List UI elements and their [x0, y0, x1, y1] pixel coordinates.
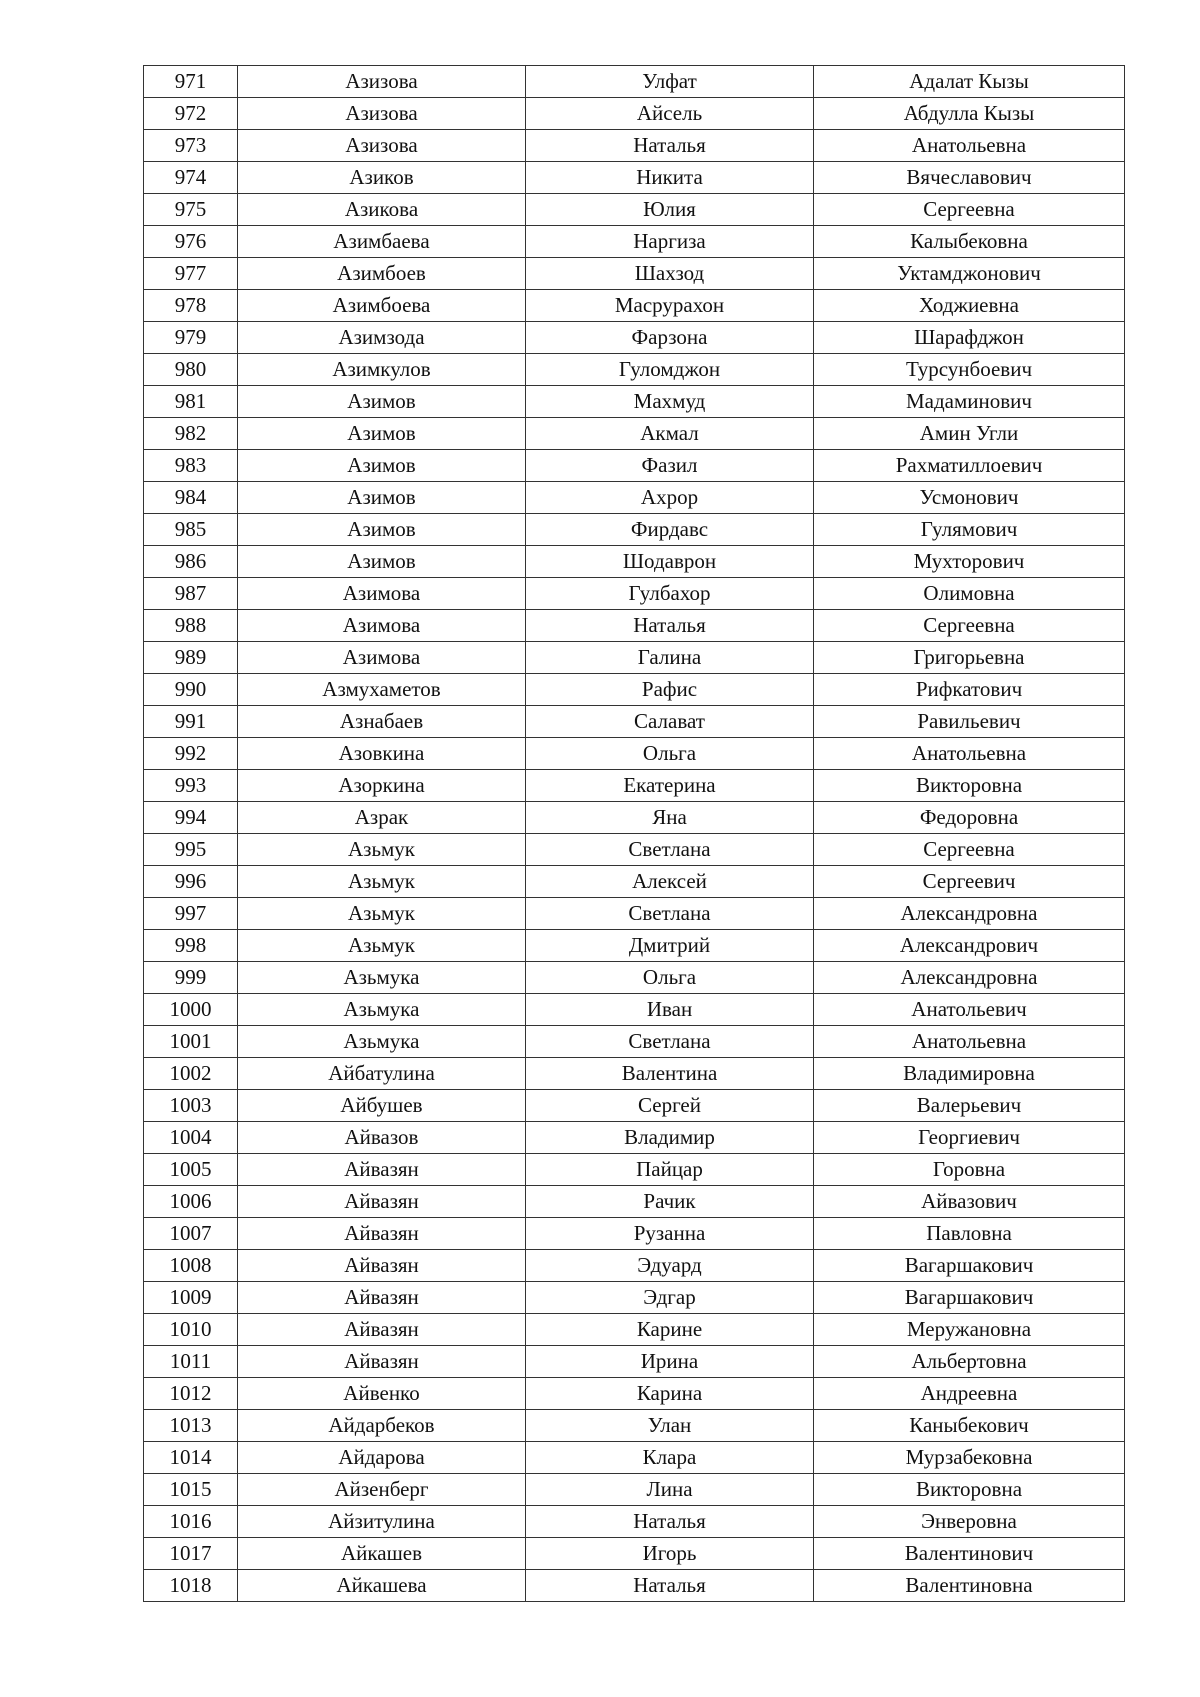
row-number-cell: 1004 — [144, 1122, 238, 1154]
first-name-cell: Наргиза — [526, 226, 814, 258]
first-name-cell: Светлана — [526, 1026, 814, 1058]
table-row — [144, 1026, 1125, 1058]
first-name-cell: Юлия — [526, 194, 814, 226]
patronymic-cell: Григорьевна — [814, 642, 1125, 674]
last-name-cell: Айбушев — [238, 1090, 526, 1122]
first-name-cell: Карине — [526, 1314, 814, 1346]
names-table — [143, 65, 1125, 1602]
table-row — [144, 1314, 1125, 1346]
table-row — [144, 738, 1125, 770]
patronymic-cell: Георгиевич — [814, 1122, 1125, 1154]
table-row — [144, 802, 1125, 834]
row-number-cell: 1012 — [144, 1378, 238, 1410]
first-name-cell: Гуломджон — [526, 354, 814, 386]
last-name-cell: Айдарбеков — [238, 1410, 526, 1442]
last-name-cell: Айкашева — [238, 1570, 526, 1602]
last-name-cell: Азьмук — [238, 930, 526, 962]
patronymic-cell: Сергеевна — [814, 610, 1125, 642]
table-row — [144, 418, 1125, 450]
patronymic-cell: Равильевич — [814, 706, 1125, 738]
patronymic-cell: Анатольевна — [814, 738, 1125, 770]
first-name-cell: Айсель — [526, 98, 814, 130]
last-name-cell: Азоркина — [238, 770, 526, 802]
patronymic-cell: Мухторович — [814, 546, 1125, 578]
row-number-cell: 982 — [144, 418, 238, 450]
patronymic-cell: Вячеславович — [814, 162, 1125, 194]
last-name-cell: Айвазов — [238, 1122, 526, 1154]
row-number-cell: 1005 — [144, 1154, 238, 1186]
row-number-cell: 992 — [144, 738, 238, 770]
row-number-cell: 1013 — [144, 1410, 238, 1442]
table-row — [144, 770, 1125, 802]
table-row — [144, 1218, 1125, 1250]
first-name-cell: Рачик — [526, 1186, 814, 1218]
last-name-cell: Айбатулина — [238, 1058, 526, 1090]
table-row — [144, 610, 1125, 642]
patronymic-cell: Александровна — [814, 962, 1125, 994]
row-number-cell: 972 — [144, 98, 238, 130]
table-row — [144, 66, 1125, 98]
row-number-cell: 994 — [144, 802, 238, 834]
first-name-cell: Светлана — [526, 834, 814, 866]
row-number-cell: 979 — [144, 322, 238, 354]
table-row — [144, 1538, 1125, 1570]
row-number-cell: 983 — [144, 450, 238, 482]
first-name-cell: Дмитрий — [526, 930, 814, 962]
row-number-cell: 1007 — [144, 1218, 238, 1250]
last-name-cell: Азимкулов — [238, 354, 526, 386]
row-number-cell: 1008 — [144, 1250, 238, 1282]
row-number-cell: 986 — [144, 546, 238, 578]
patronymic-cell: Калыбековна — [814, 226, 1125, 258]
patronymic-cell: Рахматиллоевич — [814, 450, 1125, 482]
last-name-cell: Азимбоева — [238, 290, 526, 322]
last-name-cell: Азимова — [238, 578, 526, 610]
patronymic-cell: Вагаршакович — [814, 1250, 1125, 1282]
table-row — [144, 1058, 1125, 1090]
table-row — [144, 1506, 1125, 1538]
patronymic-cell: Турсунбоевич — [814, 354, 1125, 386]
patronymic-cell: Адалат Кызы — [814, 66, 1125, 98]
table-row — [144, 354, 1125, 386]
last-name-cell: Айкашев — [238, 1538, 526, 1570]
patronymic-cell: Сергеевна — [814, 834, 1125, 866]
table-row — [144, 1250, 1125, 1282]
first-name-cell: Галина — [526, 642, 814, 674]
row-number-cell: 1009 — [144, 1282, 238, 1314]
table-row — [144, 226, 1125, 258]
last-name-cell: Азьмук — [238, 834, 526, 866]
table-row — [144, 130, 1125, 162]
last-name-cell: Азимбоев — [238, 258, 526, 290]
table-row — [144, 994, 1125, 1026]
patronymic-cell: Рифкатович — [814, 674, 1125, 706]
table-row — [144, 1186, 1125, 1218]
last-name-cell: Азьмук — [238, 898, 526, 930]
table-row — [144, 674, 1125, 706]
first-name-cell: Владимир — [526, 1122, 814, 1154]
last-name-cell: Айвенко — [238, 1378, 526, 1410]
first-name-cell: Карина — [526, 1378, 814, 1410]
table-row — [144, 1122, 1125, 1154]
last-name-cell: Азимов — [238, 418, 526, 450]
first-name-cell: Улфат — [526, 66, 814, 98]
last-name-cell: Азиков — [238, 162, 526, 194]
patronymic-cell: Сергеевна — [814, 194, 1125, 226]
table-row — [144, 98, 1125, 130]
first-name-cell: Фарзона — [526, 322, 814, 354]
first-name-cell: Валентина — [526, 1058, 814, 1090]
first-name-cell: Ольга — [526, 738, 814, 770]
last-name-cell: Айвазян — [238, 1154, 526, 1186]
first-name-cell: Шахзод — [526, 258, 814, 290]
table-row — [144, 578, 1125, 610]
table-row — [144, 386, 1125, 418]
row-number-cell: 989 — [144, 642, 238, 674]
table-row — [144, 258, 1125, 290]
last-name-cell: Айвазян — [238, 1218, 526, 1250]
row-number-cell: 995 — [144, 834, 238, 866]
first-name-cell: Рузанна — [526, 1218, 814, 1250]
table-row — [144, 642, 1125, 674]
last-name-cell: Азимов — [238, 546, 526, 578]
row-number-cell: 993 — [144, 770, 238, 802]
last-name-cell: Айвазян — [238, 1186, 526, 1218]
row-number-cell: 978 — [144, 290, 238, 322]
patronymic-cell: Валентинович — [814, 1538, 1125, 1570]
last-name-cell: Азимова — [238, 610, 526, 642]
row-number-cell: 1002 — [144, 1058, 238, 1090]
first-name-cell: Рафис — [526, 674, 814, 706]
row-number-cell: 1000 — [144, 994, 238, 1026]
first-name-cell: Эдгар — [526, 1282, 814, 1314]
table-row — [144, 1474, 1125, 1506]
table-row — [144, 194, 1125, 226]
row-number-cell: 971 — [144, 66, 238, 98]
first-name-cell: Ирина — [526, 1346, 814, 1378]
table-row — [144, 514, 1125, 546]
row-number-cell: 1015 — [144, 1474, 238, 1506]
last-name-cell: Азмухаметов — [238, 674, 526, 706]
row-number-cell: 1001 — [144, 1026, 238, 1058]
patronymic-cell: Андреевна — [814, 1378, 1125, 1410]
last-name-cell: Азимов — [238, 482, 526, 514]
first-name-cell: Игорь — [526, 1538, 814, 1570]
first-name-cell: Махмуд — [526, 386, 814, 418]
patronymic-cell: Ходжиевна — [814, 290, 1125, 322]
table-row — [144, 1346, 1125, 1378]
row-number-cell: 973 — [144, 130, 238, 162]
patronymic-cell: Анатольевна — [814, 1026, 1125, 1058]
first-name-cell: Наталья — [526, 1506, 814, 1538]
patronymic-cell: Мадаминович — [814, 386, 1125, 418]
row-number-cell: 974 — [144, 162, 238, 194]
table-row — [144, 1570, 1125, 1602]
first-name-cell: Ольга — [526, 962, 814, 994]
row-number-cell: 991 — [144, 706, 238, 738]
last-name-cell: Айдарова — [238, 1442, 526, 1474]
patronymic-cell: Анатольевич — [814, 994, 1125, 1026]
last-name-cell: Айзитулина — [238, 1506, 526, 1538]
patronymic-cell: Валерьевич — [814, 1090, 1125, 1122]
first-name-cell: Ахрор — [526, 482, 814, 514]
patronymic-cell: Владимировна — [814, 1058, 1125, 1090]
table-row — [144, 1378, 1125, 1410]
first-name-cell: Наталья — [526, 610, 814, 642]
row-number-cell: 1003 — [144, 1090, 238, 1122]
patronymic-cell: Альбертовна — [814, 1346, 1125, 1378]
patronymic-cell: Викторовна — [814, 770, 1125, 802]
last-name-cell: Азимов — [238, 386, 526, 418]
row-number-cell: 1016 — [144, 1506, 238, 1538]
row-number-cell: 988 — [144, 610, 238, 642]
first-name-cell: Светлана — [526, 898, 814, 930]
first-name-cell: Салават — [526, 706, 814, 738]
table-row — [144, 482, 1125, 514]
row-number-cell: 999 — [144, 962, 238, 994]
row-number-cell: 1006 — [144, 1186, 238, 1218]
table-row — [144, 706, 1125, 738]
first-name-cell: Яна — [526, 802, 814, 834]
patronymic-cell: Меружановна — [814, 1314, 1125, 1346]
last-name-cell: Азимова — [238, 642, 526, 674]
table-row — [144, 1154, 1125, 1186]
last-name-cell: Айвазян — [238, 1250, 526, 1282]
patronymic-cell: Каныбекович — [814, 1410, 1125, 1442]
patronymic-cell: Павловна — [814, 1218, 1125, 1250]
row-number-cell: 1014 — [144, 1442, 238, 1474]
patronymic-cell: Гулямович — [814, 514, 1125, 546]
row-number-cell: 998 — [144, 930, 238, 962]
patronymic-cell: Олимовна — [814, 578, 1125, 610]
patronymic-cell: Айвазович — [814, 1186, 1125, 1218]
row-number-cell: 990 — [144, 674, 238, 706]
patronymic-cell: Энверовна — [814, 1506, 1125, 1538]
last-name-cell: Азьмук — [238, 866, 526, 898]
table-row — [144, 162, 1125, 194]
first-name-cell: Сергей — [526, 1090, 814, 1122]
last-name-cell: Айвазян — [238, 1282, 526, 1314]
first-name-cell: Пайцар — [526, 1154, 814, 1186]
first-name-cell: Иван — [526, 994, 814, 1026]
last-name-cell: Азовкина — [238, 738, 526, 770]
patronymic-cell: Александровна — [814, 898, 1125, 930]
names-table-body — [144, 66, 1125, 1602]
last-name-cell: Азимов — [238, 450, 526, 482]
table-row — [144, 834, 1125, 866]
patronymic-cell: Уктамджонович — [814, 258, 1125, 290]
last-name-cell: Азизова — [238, 130, 526, 162]
row-number-cell: 1017 — [144, 1538, 238, 1570]
first-name-cell: Шодаврон — [526, 546, 814, 578]
first-name-cell: Фирдавс — [526, 514, 814, 546]
last-name-cell: Азизова — [238, 98, 526, 130]
row-number-cell: 985 — [144, 514, 238, 546]
row-number-cell: 984 — [144, 482, 238, 514]
last-name-cell: Азьмука — [238, 1026, 526, 1058]
first-name-cell: Наталья — [526, 130, 814, 162]
last-name-cell: Азимов — [238, 514, 526, 546]
first-name-cell: Масрурахон — [526, 290, 814, 322]
table-row — [144, 962, 1125, 994]
row-number-cell: 987 — [144, 578, 238, 610]
table-row — [144, 1410, 1125, 1442]
table-row — [144, 450, 1125, 482]
last-name-cell: Айзенберг — [238, 1474, 526, 1506]
last-name-cell: Азнабаев — [238, 706, 526, 738]
last-name-cell: Айвазян — [238, 1346, 526, 1378]
first-name-cell: Эдуард — [526, 1250, 814, 1282]
last-name-cell: Азизова — [238, 66, 526, 98]
patronymic-cell: Валентиновна — [814, 1570, 1125, 1602]
table-row — [144, 930, 1125, 962]
patronymic-cell: Анатольевна — [814, 130, 1125, 162]
first-name-cell: Клара — [526, 1442, 814, 1474]
patronymic-cell: Шарафджон — [814, 322, 1125, 354]
row-number-cell: 981 — [144, 386, 238, 418]
patronymic-cell: Сергеевич — [814, 866, 1125, 898]
last-name-cell: Айвазян — [238, 1314, 526, 1346]
last-name-cell: Азьмука — [238, 962, 526, 994]
row-number-cell: 980 — [144, 354, 238, 386]
patronymic-cell: Александрович — [814, 930, 1125, 962]
table-row — [144, 1282, 1125, 1314]
first-name-cell: Гулбахор — [526, 578, 814, 610]
last-name-cell: Азимзода — [238, 322, 526, 354]
first-name-cell: Лина — [526, 1474, 814, 1506]
patronymic-cell: Абдулла Кызы — [814, 98, 1125, 130]
row-number-cell: 977 — [144, 258, 238, 290]
patronymic-cell: Федоровна — [814, 802, 1125, 834]
patronymic-cell: Горовна — [814, 1154, 1125, 1186]
last-name-cell: Азрак — [238, 802, 526, 834]
row-number-cell: 976 — [144, 226, 238, 258]
table-row — [144, 546, 1125, 578]
row-number-cell: 1010 — [144, 1314, 238, 1346]
row-number-cell: 1018 — [144, 1570, 238, 1602]
table-row — [144, 1090, 1125, 1122]
last-name-cell: Азикова — [238, 194, 526, 226]
first-name-cell: Екатерина — [526, 770, 814, 802]
row-number-cell: 1011 — [144, 1346, 238, 1378]
patronymic-cell: Вагаршакович — [814, 1282, 1125, 1314]
table-row — [144, 322, 1125, 354]
last-name-cell: Азьмука — [238, 994, 526, 1026]
patronymic-cell: Усмонович — [814, 482, 1125, 514]
row-number-cell: 997 — [144, 898, 238, 930]
first-name-cell: Акмал — [526, 418, 814, 450]
patronymic-cell: Мурзабековна — [814, 1442, 1125, 1474]
table-row — [144, 898, 1125, 930]
first-name-cell: Улан — [526, 1410, 814, 1442]
first-name-cell: Наталья — [526, 1570, 814, 1602]
first-name-cell: Фазил — [526, 450, 814, 482]
table-row — [144, 1442, 1125, 1474]
table-row — [144, 866, 1125, 898]
first-name-cell: Никита — [526, 162, 814, 194]
first-name-cell: Алексей — [526, 866, 814, 898]
patronymic-cell: Викторовна — [814, 1474, 1125, 1506]
row-number-cell: 975 — [144, 194, 238, 226]
row-number-cell: 996 — [144, 866, 238, 898]
table-row — [144, 290, 1125, 322]
patronymic-cell: Амин Угли — [814, 418, 1125, 450]
last-name-cell: Азимбаева — [238, 226, 526, 258]
